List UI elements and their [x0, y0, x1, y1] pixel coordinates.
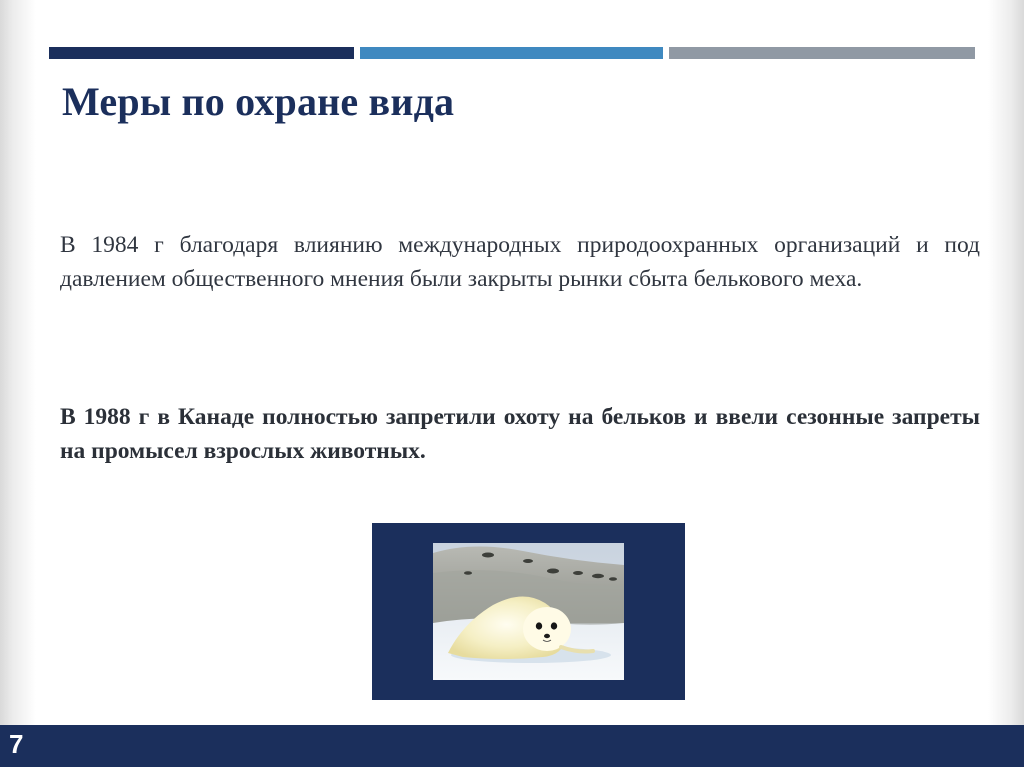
image-frame	[372, 523, 685, 700]
right-page-shadow	[988, 0, 1024, 767]
footer-bar	[0, 725, 1024, 767]
header-bar-navy	[49, 47, 354, 59]
slide-title: Меры по охране вида	[62, 79, 455, 124]
header-decoration	[49, 47, 975, 59]
slide-number: 7	[9, 729, 24, 759]
paragraph-1984: В 1984 г благодаря влиянию международных природоохранных организаций и под давлением общественного мнения были закрыты рынки сбыта белькового меха.	[60, 232, 980, 292]
paragraph-1988: В 1988 г в Канаде полностью запретили охоту на бельков и ввели сезонные запреты на промысел взрослых животных.	[60, 404, 980, 464]
header-bar-blue	[360, 47, 663, 59]
seal-pup-photo	[433, 543, 624, 680]
left-page-shadow	[0, 0, 36, 767]
header-bar-gray	[669, 47, 975, 59]
